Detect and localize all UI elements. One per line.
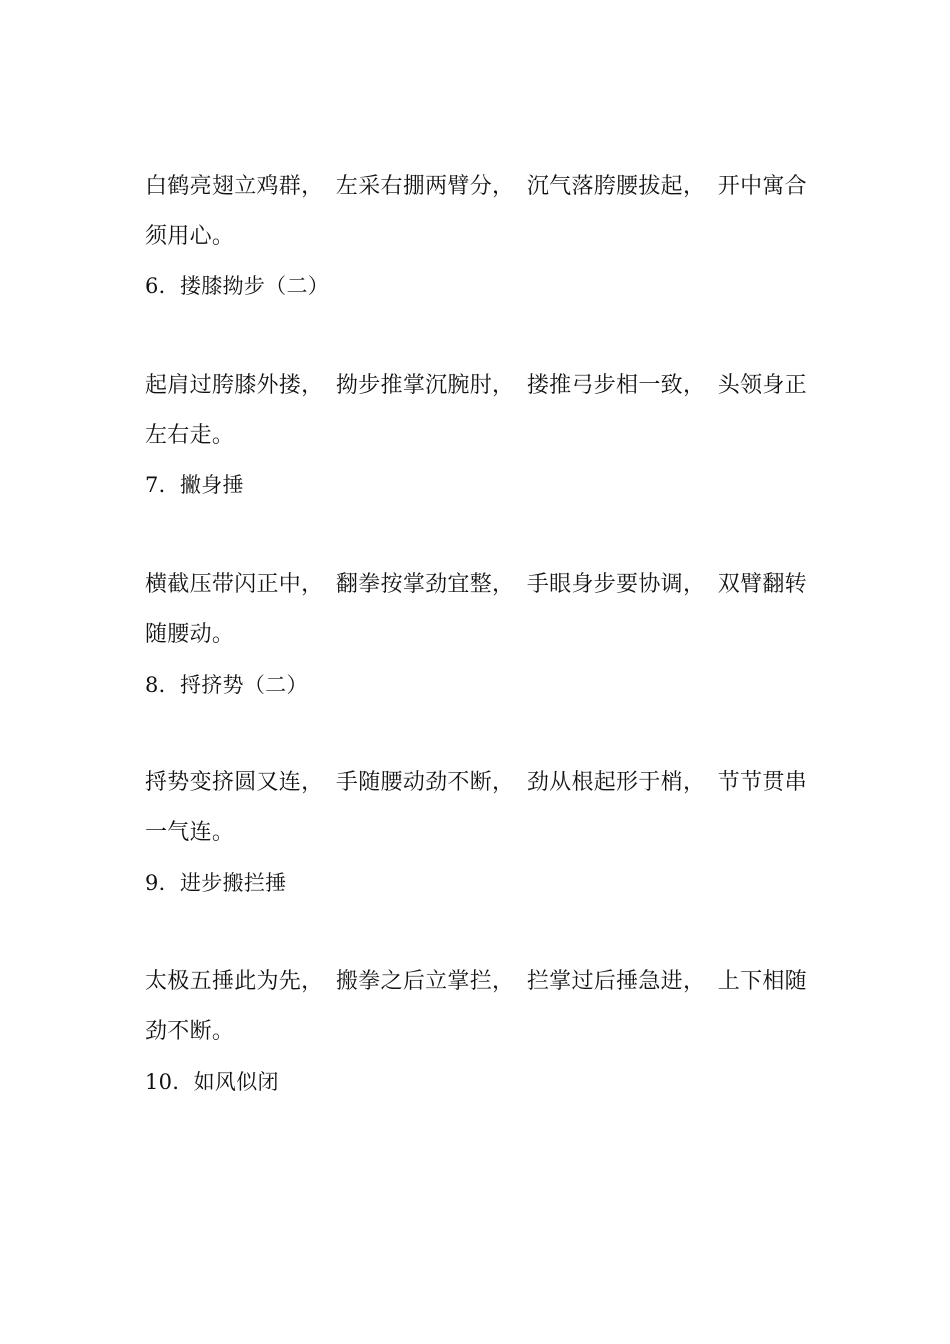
- verse-line-end: 随腰动。: [145, 622, 235, 647]
- verse-phrase: 起肩过胯膝外搂，: [145, 373, 324, 398]
- section-heading: 6．搂膝拗步（二）: [145, 274, 330, 298]
- verse-line: [145, 570, 807, 600]
- verse-phrase: 双臂翻转: [717, 572, 807, 597]
- section-heading: 7．撇身捶: [145, 473, 244, 497]
- verse-line: [145, 371, 807, 401]
- verse-phrase: 拗步推掌沉腕肘，: [335, 373, 515, 398]
- verse-phrase: 头领身正: [717, 373, 807, 398]
- verse-phrase: 沉气落胯腰拔起，: [526, 174, 706, 199]
- verse-phrase: 劲从根起形于梢，: [526, 770, 706, 795]
- verse-line: [145, 967, 807, 997]
- verse-phrase: 上下相随: [717, 969, 807, 994]
- verse-phrase: 手随腰动劲不断，: [335, 770, 515, 795]
- verse-phrase: 节节贯串: [717, 770, 807, 795]
- verse-line: [145, 768, 807, 798]
- verse-phrase: 搂推弓步相一致，: [526, 373, 706, 398]
- verse-line-end: 须用心。: [145, 224, 235, 249]
- verse-phrase: 横截压带闪正中，: [145, 572, 324, 597]
- section-heading: 8．捋挤势（二）: [145, 673, 308, 697]
- verse-phrase: 翻拳按掌劲宜整，: [335, 572, 515, 597]
- verse-phrase: 左采右掤两臂分，: [335, 174, 515, 199]
- verse-phrase: 太极五捶此为先，: [145, 969, 324, 994]
- section-heading: 10．如风似闭: [145, 1070, 279, 1094]
- verse-line: [145, 172, 807, 202]
- verse-phrase: 开中寓合: [717, 174, 807, 199]
- verse-phrase: 白鹤亮翅立鸡群，: [145, 174, 324, 199]
- verse-phrase: 手眼身步要协调，: [526, 572, 706, 597]
- verse-phrase: 拦掌过后捶急进，: [526, 969, 706, 994]
- verse-phrase: 搬拳之后立掌拦，: [335, 969, 515, 994]
- verse-phrase: 捋势变挤圆又连，: [145, 770, 324, 795]
- verse-line-end: 左右走。: [145, 423, 235, 448]
- section-heading: 9．进步搬拦捶: [145, 871, 287, 895]
- verse-line-end: 一气连。: [145, 820, 235, 845]
- verse-line-end: 劲不断。: [145, 1019, 235, 1044]
